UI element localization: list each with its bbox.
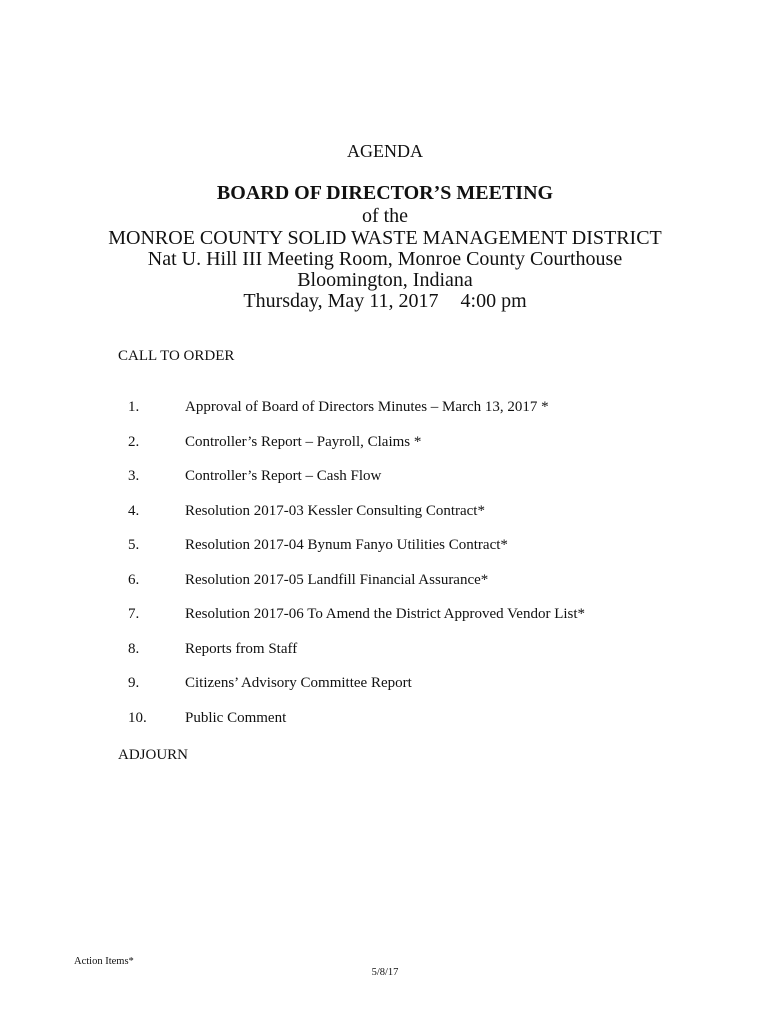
- agenda-item: [0, 502, 770, 537]
- agenda-item: [0, 640, 770, 675]
- agenda-item-number: 5.: [128, 537, 140, 553]
- meeting-datetime: [0, 290, 770, 312]
- agenda-heading: AGENDA: [347, 141, 423, 161]
- agenda-item-number: 9.: [128, 675, 140, 691]
- agenda-item-number: 4.: [128, 502, 140, 519]
- agenda-item: [0, 398, 770, 433]
- meeting-title: BOARD OF DIRECTOR’S MEETING: [216, 182, 554, 204]
- agenda-item-text: Citizens’ Advisory Committee Report: [185, 675, 412, 691]
- agenda-item-text: Resolution 2017-05 Landfill Financial Assurance*: [185, 571, 489, 588]
- agenda-item-number: 10.: [128, 709, 147, 726]
- agenda-item-number: 2.: [128, 433, 140, 450]
- agenda-item: [0, 674, 770, 709]
- agenda-item-number: 1.: [128, 399, 140, 415]
- agenda-item: [0, 571, 770, 606]
- agenda-item-text: Approval of Board of Directors Minutes – March 13, 2017 *: [185, 399, 549, 415]
- adjourn: ADJOURN: [118, 747, 189, 763]
- meeting-date: Thursday, May 11, 2017: [243, 290, 439, 312]
- agenda-item-number: 3.: [128, 468, 140, 484]
- meeting-venue: Nat U. Hill III Meeting Room, Monroe County Courthouse: [147, 248, 623, 270]
- agenda-item-text: Resolution 2017-06 To Amend the District Approved Vendor List*: [185, 606, 586, 622]
- of-the-line: of the: [361, 205, 409, 227]
- agenda-item: [0, 605, 770, 640]
- agenda-item: [0, 467, 770, 502]
- agenda-item: [0, 536, 770, 571]
- footer-date: 5/8/17: [371, 967, 399, 978]
- agenda-item-text: Controller’s Report – Payroll, Claims *: [185, 433, 422, 450]
- agenda-item-text: Resolution 2017-04 Bynum Fanyo Utilities Contract*: [185, 537, 508, 553]
- agenda-item: [0, 709, 770, 744]
- agenda-item-number: 8.: [128, 640, 140, 657]
- agenda-item-text: Controller’s Report – Cash Flow: [185, 468, 382, 484]
- call-to-order: CALL TO ORDER: [118, 348, 235, 364]
- agenda-item: [0, 433, 770, 468]
- agenda-item-number: 7.: [128, 606, 140, 622]
- action-items-note: Action Items*: [74, 956, 134, 967]
- agenda-item-text: Public Comment: [185, 709, 287, 726]
- meeting-city: Bloomington, Indiana: [297, 269, 473, 291]
- meeting-time: 4:00 pm: [460, 290, 527, 312]
- agenda-item-text: Reports from Staff: [185, 640, 298, 657]
- agenda-item-number: 6.: [128, 571, 140, 588]
- agenda-item-text: Resolution 2017-03 Kessler Consulting Contract*: [185, 502, 485, 519]
- agenda-items-list: [0, 398, 770, 743]
- district-name: MONROE COUNTY SOLID WASTE MANAGEMENT DISTRICT: [108, 227, 662, 249]
